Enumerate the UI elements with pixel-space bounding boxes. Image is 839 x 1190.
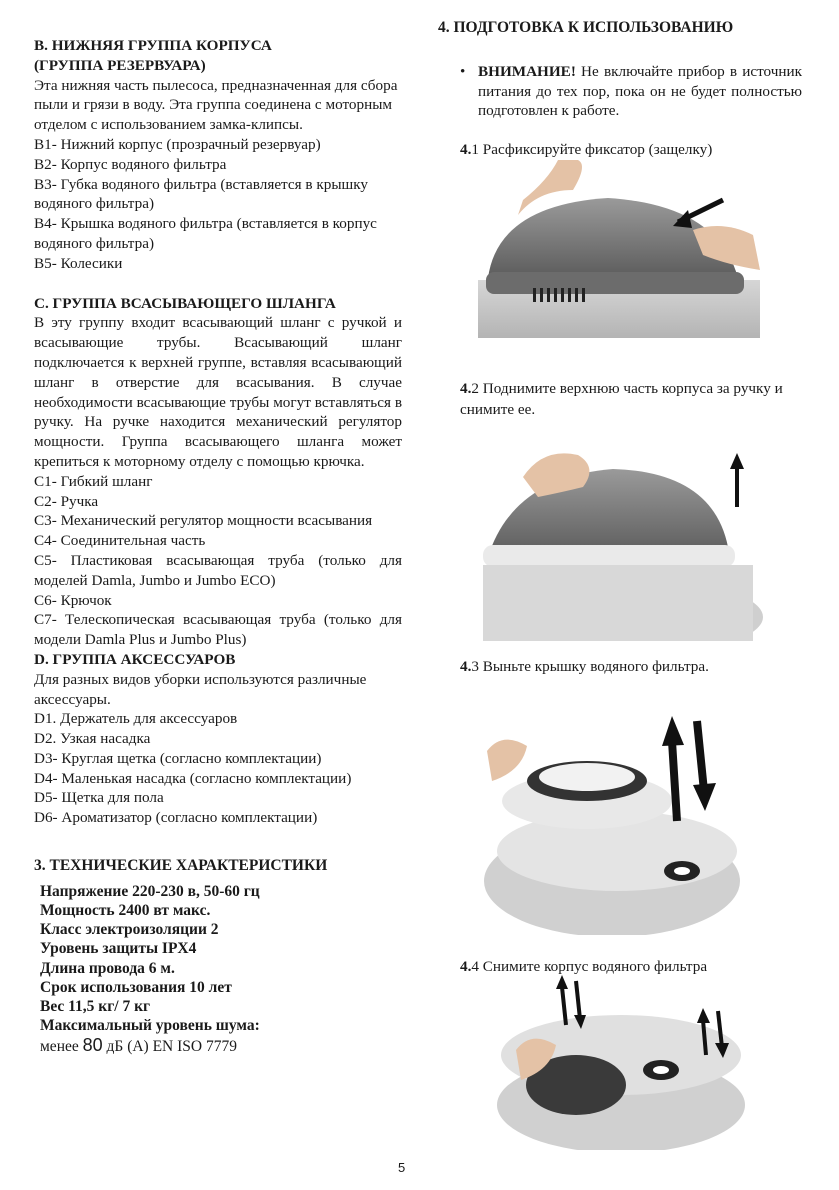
right-column <box>438 18 802 121</box>
hand <box>487 740 527 781</box>
step-4-2: 4.2 Поднимите верхнюю часть корпуса за ручку и снимите ее. <box>460 380 783 418</box>
section-3-title: 3. ТЕХНИЧЕСКИЕ ХАРАКТЕРИСТИКИ <box>34 857 328 875</box>
list-item: C1- Гибкий шланг <box>34 472 153 490</box>
section-b-list <box>34 135 402 274</box>
noise-value: 80 <box>82 1034 103 1055</box>
noise-level: менее 80 дБ (А) EN ISO 7779 <box>40 1034 237 1055</box>
warning-text: ВНИМАНИЕ! Не включайте прибор в источник питания до тех пор, пока он не будет полностью подготовлен к работе. <box>478 62 802 120</box>
list-item: C3- Механический регулятор мощности всасывания <box>34 512 373 530</box>
list-item: D4- Маленькая насадка (согласно комплектации) <box>34 769 352 787</box>
spec-item: Класс электроизоляции 2 <box>40 921 219 939</box>
page-number: 5 <box>398 1160 406 1175</box>
photo-step-4-3 <box>482 711 744 935</box>
photo-step-4-4 <box>496 975 750 1150</box>
step-4-4: 4.4 Снимите корпус водяного фильтра <box>460 958 708 975</box>
list-item: C4- Соединительная часть <box>34 532 206 550</box>
list-item: D1. Держатель для аксессуаров <box>34 710 238 728</box>
section-d-title: D. ГРУППА АКСЕССУАРОВ <box>34 650 236 668</box>
list-item: B4- Крышка водяного фильтра (вставляется в корпус водяного фильтра) <box>34 215 377 252</box>
spec-item: Максимальный уровень шума: <box>40 1017 260 1035</box>
section-c-text: В эту группу входит всасывающий шланг с ручкой и всасывающие трубы. Всасывающий шланг подключается к верхней группе, вставляя всасывающий шланг в отверстие для всасывания. В случае необходимости всасывающие трубы могут вставляться в ручку. На ручке находится механический регулятор мощности. Группа всасывающего шланга может крепиться к моторному отделу с помощью крючка. <box>34 314 402 470</box>
section-c-title: C. ГРУППА ВСАСЫВАЮЩЕГО ШЛАНГА <box>34 294 336 312</box>
list-item: B2- Корпус водяного фильтра <box>34 155 227 173</box>
list-item: C5- Пластиковая всасывающая труба (только для моделей Damla, Jumbo и Jumbo ECO) <box>34 551 402 589</box>
bullet: • <box>460 62 466 80</box>
list-item: B1- Нижний корпус (прозрачный резервуар) <box>34 135 321 153</box>
spec-item: Вес 11,5 кг/ 7 кг <box>40 998 151 1016</box>
spec-item: Длина провода 6 м. <box>40 959 175 977</box>
warning-block <box>438 62 802 121</box>
spec-item: Напряжение 220-230 в, 50-60 гц <box>40 882 260 900</box>
left-column <box>34 36 402 1056</box>
spec-list <box>40 882 402 1056</box>
section-b-title: B. НИЖНЯЯ ГРУППА КОРПУСА <box>34 37 272 54</box>
section-d-text: Для разных видов уборки используются различные аксессуары. <box>34 670 367 708</box>
list-item: C6- Крючок <box>34 591 112 609</box>
photo-step-4-2 <box>483 447 765 641</box>
photo-step-4-1 <box>478 160 760 338</box>
list-item: D3- Круглая щетка (согласно комплектации) <box>34 749 322 767</box>
list-item: B3- Губка водяного фильтра (вставляется в крышку водяного фильтра) <box>34 175 368 213</box>
section-b-text: Эта нижняя часть пылесоса, предназначенная для сбора пыли и грязи в воду. Эта группа соединена с моторным отделом с использованием замка-клипсы. <box>34 76 398 134</box>
list-item: B5- Колесики <box>34 254 123 272</box>
spec-item: Уровень защиты IPX4 <box>40 940 197 958</box>
list-item: D5- Щетка для пола <box>34 789 164 807</box>
step-4-1: 4.1 Расфиксируйте фиксатор (защелку) <box>460 141 713 158</box>
list-item: C7- Телескопическая всасывающая труба (только для модели Damla Plus и Jumbo Plus) <box>34 611 402 649</box>
section-c-list <box>34 472 402 650</box>
list-item: C2- Ручка <box>34 492 99 510</box>
list-item: D2. Узкая насадка <box>34 730 151 748</box>
arrow-icon <box>693 721 716 811</box>
section-4-title: 4. ПОДГОТОВКА К ИСПОЛЬЗОВАНИЮ <box>438 19 734 36</box>
section-b-subtitle: (ГРУППА РЕЗЕРВУАРА) <box>34 56 206 74</box>
section-d-list <box>34 709 402 828</box>
spec-item: Срок использования 10 лет <box>40 978 232 996</box>
step-4-3: 4.3 Выньте крышку водяного фильтра. <box>460 658 709 675</box>
spec-item: Мощность 2400 вт макс. <box>40 902 211 920</box>
list-item: D6- Ароматизатор (согласно комплектации) <box>34 809 318 827</box>
arrow-icon <box>556 975 568 1025</box>
